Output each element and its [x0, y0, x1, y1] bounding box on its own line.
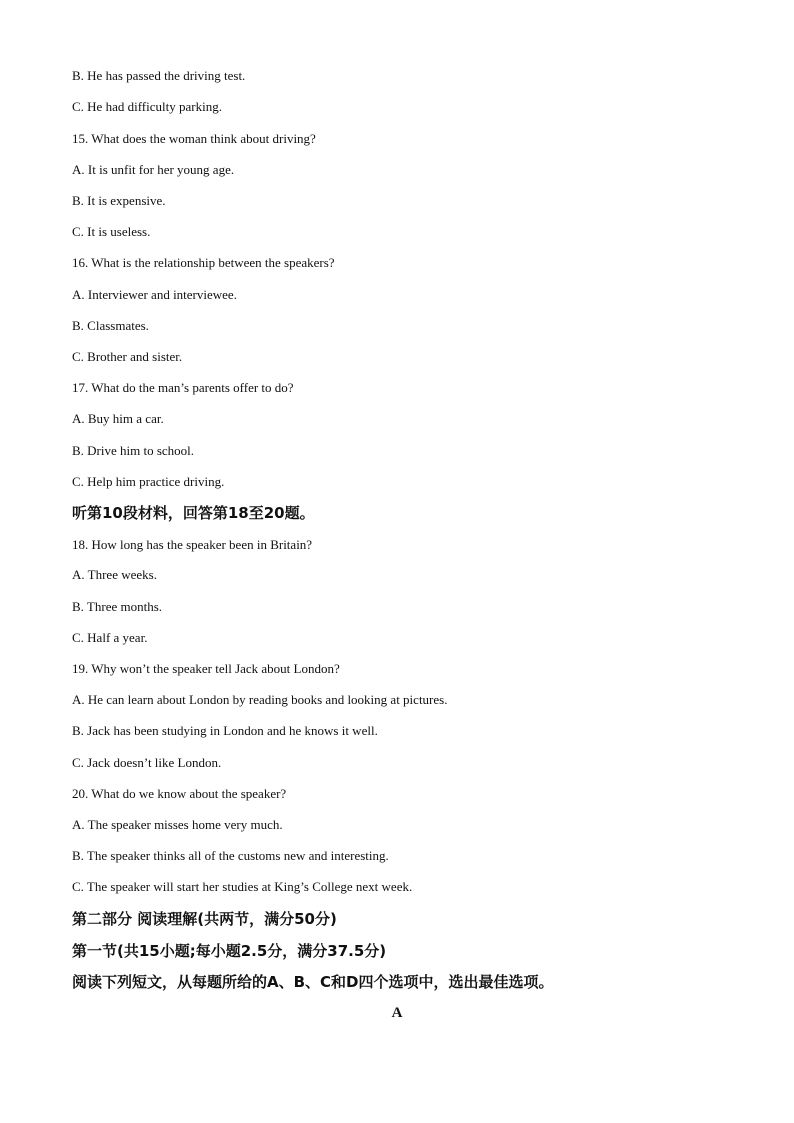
option-15b: B. It is expensive.: [72, 193, 166, 208]
option-17c: C. Help him practice driving.: [72, 474, 225, 489]
passage-label-a: A: [391, 1005, 403, 1021]
option-20a: A. The speaker misses home very much.: [72, 817, 283, 832]
option-14c: C. He had difficulty parking.: [72, 99, 222, 114]
option-19b: B. Jack has been studying in London and he knows it well.: [72, 723, 378, 738]
reading-instructions: 阅读下列短文，从每题所给的A、B、C和D四个选项中，选出最佳选项。: [72, 973, 554, 991]
option-15c: C. It is useless.: [72, 224, 151, 239]
question-16: 16. What is the relationship between the speakers?: [72, 255, 335, 270]
option-16c: C. Brother and sister.: [72, 349, 183, 364]
option-17b: B. Drive him to school.: [72, 443, 195, 458]
option-20c: C. The speaker will start her studies at King’s College next week.: [72, 879, 413, 894]
question-17: 17. What do the man’s parents offer to do?: [72, 380, 294, 395]
part-two-heading: 第二部分 阅读理解(共两节，满分50分): [72, 910, 337, 928]
option-19c: C. Jack doesn’t like London.: [72, 755, 222, 770]
option-15a: A. It is unfit for her young age.: [72, 162, 235, 177]
section-one-heading: 第一节(共15小题;每小题2.5分，满分37.5分): [72, 942, 387, 960]
section-heading-10: 听第10段材料，回答第18至20题。: [72, 504, 315, 522]
question-18: 18. How long has the speaker been in Britain?: [72, 537, 313, 552]
option-18c: C. Half a year.: [72, 630, 148, 645]
option-19a: A. He can learn about London by reading books and looking at pictures.: [72, 692, 448, 707]
question-15: 15. What does the woman think about driving?: [72, 131, 316, 146]
option-14b: B. He has passed the driving test.: [72, 68, 246, 83]
question-20: 20. What do we know about the speaker?: [72, 786, 287, 801]
option-17a: A. Buy him a car.: [72, 411, 164, 426]
option-18b: B. Three months.: [72, 599, 163, 614]
option-16b: B. Classmates.: [72, 318, 149, 333]
option-20b: B. The speaker thinks all of the customs new and interesting.: [72, 848, 389, 863]
option-16a: A. Interviewer and interviewee.: [72, 287, 237, 302]
option-18a: A. Three weeks.: [72, 567, 157, 582]
question-19: 19. Why won’t the speaker tell Jack about London?: [72, 661, 340, 676]
